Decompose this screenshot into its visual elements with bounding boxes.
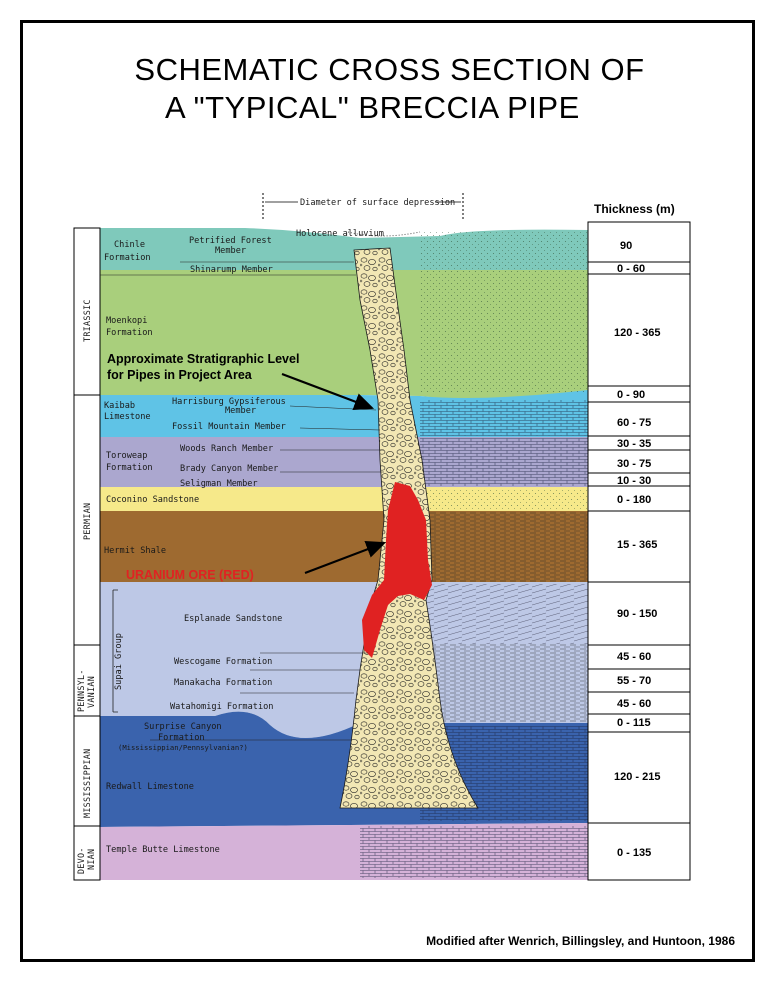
label-coconino: Coconino Sandstone (106, 495, 200, 505)
label-brady-canyon: Brady Canyon Member (180, 464, 279, 474)
alluvium-label: Holocene alluvium (296, 229, 384, 239)
label-surprise-1: Surprise Canyon (144, 722, 222, 732)
thickness-value: 0 - 90 (617, 389, 646, 401)
label-harrisburg-2: Member (225, 406, 257, 416)
credit-line: Modified after Wenrich, Billingsley, and Huntoon, 1986 (426, 934, 735, 948)
label-moenkopi-2: Formation (106, 328, 153, 338)
label-shinarump: Shinarump Member (190, 265, 273, 275)
label-chinle-2: Formation (104, 253, 151, 263)
label-temple-butte: Temple Butte Limestone (106, 845, 220, 855)
thickness-value: 0 - 60 (617, 263, 646, 275)
label-petrified-1: Petrified Forest (189, 236, 272, 246)
label-surprise-2: Formation (158, 733, 205, 743)
period-devonian-2: NIAN (86, 848, 96, 870)
thickness-header: Thickness (m) (594, 202, 675, 216)
thickness-value: 0 - 115 (617, 717, 651, 729)
label-kaibab-1: Kaibab (104, 401, 136, 411)
label-fossil-mountain: Fossil Mountain Member (172, 422, 286, 432)
diameter-label: Diameter of surface depression (300, 198, 456, 208)
period-pennsylvanian-1: PENNSYL- (76, 669, 86, 712)
title-line-1: SCHEMATIC CROSS SECTION OF (134, 52, 645, 87)
thickness-value: 30 - 75 (617, 458, 652, 470)
thickness-value: 45 - 60 (617, 651, 652, 663)
label-harrisburg-1: Harrisburg Gypsiferous (172, 397, 286, 407)
annotation-ore: URANIUM ORE (RED) (126, 568, 254, 582)
label-wescogame: Wescogame Formation (174, 657, 273, 667)
period-devonian-1: DEVO- (76, 847, 86, 874)
thickness-value: 120 - 215 (614, 771, 661, 783)
thickness-value: 120 - 365 (614, 327, 661, 339)
label-surprise-3: (Mississippian/Pennsylvanian?) (118, 743, 248, 752)
annotation-level-line-2: for Pipes in Project Area (107, 368, 252, 382)
period-triassic: TRIASSIC (82, 299, 92, 342)
label-moenkopi-1: Moenkopi (106, 316, 148, 326)
period-pennsylvanian-2: VANIAN (86, 675, 96, 708)
period-permian: PERMIAN (82, 502, 92, 540)
thickness-value: 90 (620, 240, 633, 252)
thickness-value: 55 - 70 (617, 675, 652, 687)
supai-group-label: Supai Group (114, 633, 124, 690)
label-seligman: Seligman Member (180, 479, 258, 489)
period-column (74, 228, 100, 880)
thickness-value: 60 - 75 (617, 417, 652, 429)
period-mississippian: MISSISSIPPIAN (82, 748, 92, 818)
thickness-value: 15 - 365 (617, 539, 658, 551)
label-woods-ranch: Woods Ranch Member (180, 444, 274, 454)
thickness-value: 45 - 60 (617, 698, 652, 710)
thickness-value: 10 - 30 (617, 475, 652, 487)
label-toroweap-2: Formation (106, 463, 153, 473)
label-manakacha: Manakacha Formation (174, 678, 273, 688)
label-petrified-2: Member (215, 246, 247, 256)
thickness-value: 90 - 150 (617, 608, 658, 620)
label-chinle-1: Chinle (114, 240, 146, 250)
label-kaibab-2: Limestone (104, 412, 151, 422)
label-toroweap-1: Toroweap (106, 451, 148, 461)
thickness-value: 30 - 35 (617, 438, 652, 450)
thickness-value: 0 - 135 (617, 847, 652, 859)
annotation-level-line-1: Approximate Stratigraphic Level (107, 352, 300, 366)
label-watahomigi: Watahomigi Formation (170, 702, 274, 712)
label-redwall: Redwall Limestone (106, 782, 194, 792)
label-hermit: Hermit Shale (104, 546, 167, 556)
title-line-2: A "TYPICAL" BRECCIA PIPE (165, 90, 580, 125)
label-esplanade: Esplanade Sandstone (184, 614, 283, 624)
thickness-value: 0 - 180 (617, 494, 652, 506)
